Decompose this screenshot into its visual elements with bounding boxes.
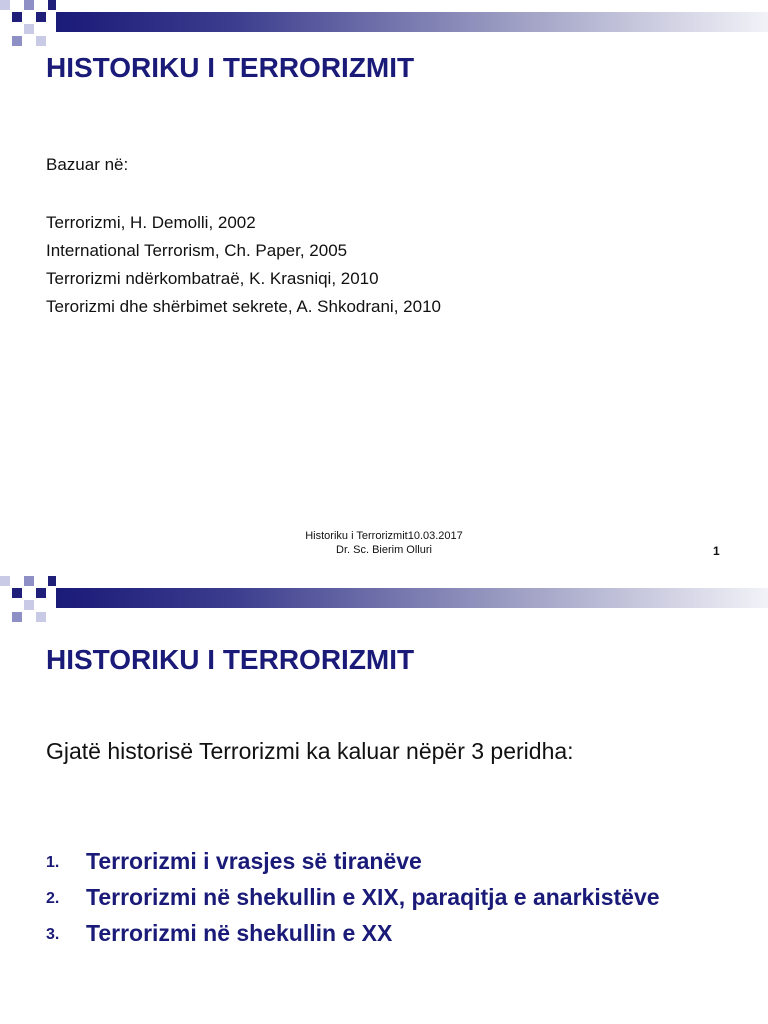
period-list: [46, 846, 726, 954]
header-gradient-bar: [56, 12, 768, 32]
reference-item: Terorizmi dhe shërbimet sekrete, A. Shkodrani, 2010: [46, 297, 441, 316]
period-number: 1.: [46, 854, 60, 871]
deco-square: [12, 12, 22, 22]
deco-square: [12, 36, 22, 46]
period-text: Terrorizmi në shekullin e XIX, paraqitja e anarkistëve: [86, 884, 660, 910]
slide-header-decoration: [0, 0, 768, 50]
deco-square: [24, 600, 34, 610]
period-text: Terrorizmi i vrasjes së tiranëve: [86, 848, 422, 874]
page-number: 1: [713, 544, 720, 558]
reference-item: International Terrorism, Ch. Paper, 2005: [46, 241, 348, 260]
reference-item: Terrorizmi ndërkombatraë, K. Krasniqi, 2010: [46, 269, 379, 288]
period-item: [46, 846, 726, 876]
slide-title: HISTORIKU I TERRORIZMIT: [46, 644, 415, 675]
period-item: [46, 918, 726, 948]
header-gradient-bar: [56, 588, 768, 608]
footer-author: Dr. Sc. Bierim Olluri: [336, 544, 432, 556]
reference-list: [46, 209, 441, 321]
slide-title: HISTORIKU I TERRORIZMIT: [46, 52, 415, 83]
deco-square: [36, 588, 46, 598]
slide-header-decoration: [0, 576, 768, 626]
deco-square: [48, 576, 56, 586]
deco-square: [0, 0, 10, 10]
deco-square: [12, 612, 22, 622]
reference-item: Terrorizmi, H. Demolli, 2002: [46, 213, 256, 232]
period-item: [46, 882, 726, 912]
deco-square: [36, 12, 46, 22]
deco-square: [12, 588, 22, 598]
period-text: Terrorizmi në shekullin e XX: [86, 920, 393, 946]
deco-square: [36, 612, 46, 622]
deco-square: [24, 24, 34, 34]
deco-square: [24, 576, 34, 586]
period-number: 2.: [46, 890, 60, 907]
deco-square: [24, 0, 34, 10]
period-number: 3.: [46, 926, 60, 943]
footer-title-date: Historiku i Terrorizmit10.03.2017: [305, 530, 463, 542]
slide-footer: [0, 529, 768, 557]
slide-2: [0, 576, 768, 1024]
intro-text: Gjatë historisë Terrorizmi ka kaluar nëpër 3 peridha:: [46, 738, 574, 764]
deco-square: [0, 576, 10, 586]
deco-square: [36, 36, 46, 46]
deco-square: [48, 0, 56, 10]
based-on-label: Bazuar në:: [46, 155, 129, 174]
